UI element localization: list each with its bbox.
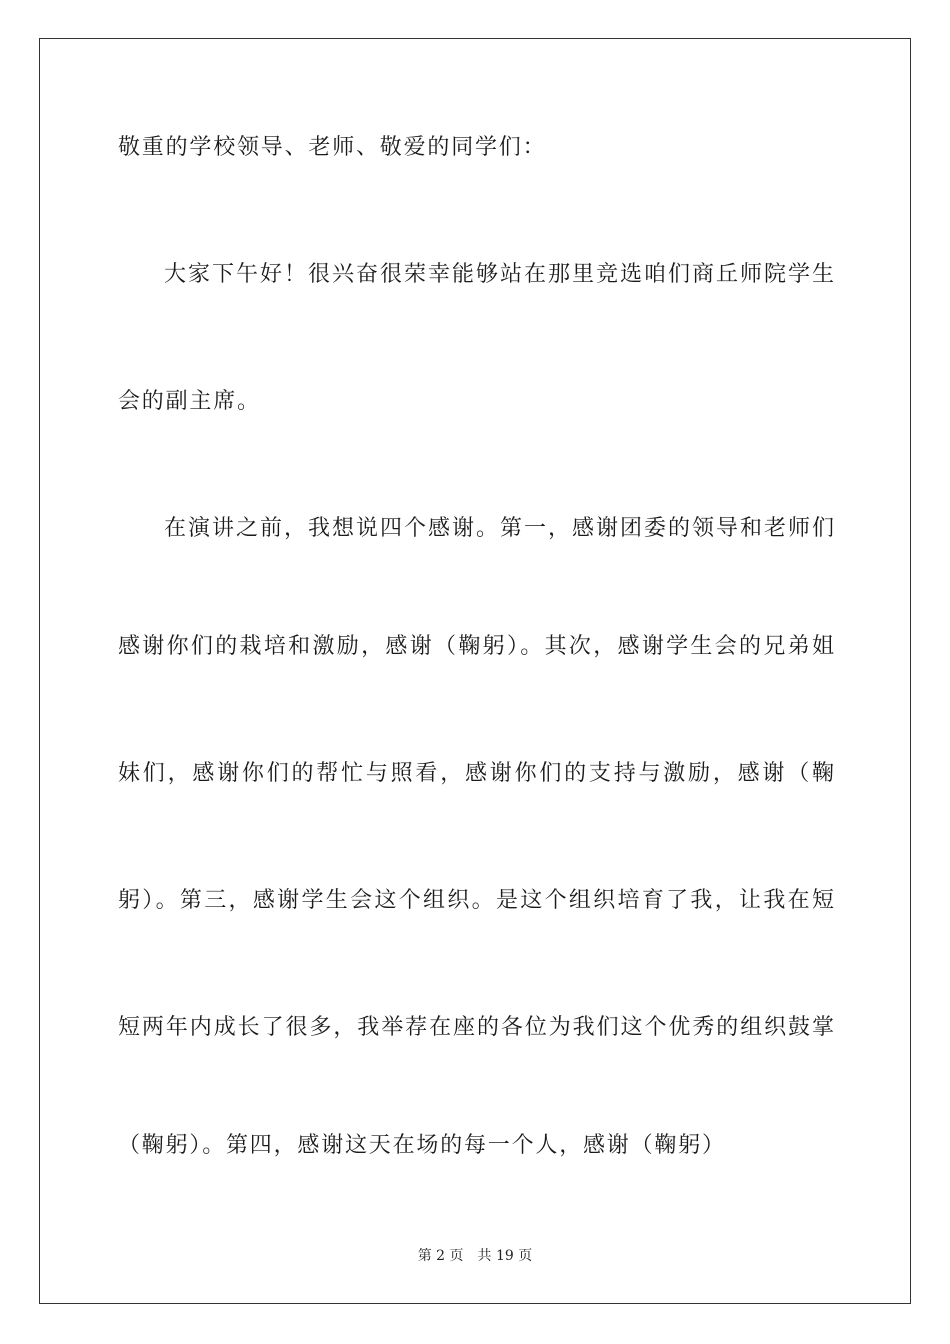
paragraph-line: 在演讲之前，我想说四个感谢。第一，感谢团委的领导和老师们	[164, 516, 834, 541]
page-total: 共 19 页	[477, 1248, 533, 1264]
paragraph-line: 短两年内成长了很多，我举荐在座的各位为我们这个优秀的组织鼓掌	[118, 1015, 834, 1040]
paragraph-line: 会的副主席。	[118, 389, 261, 414]
paragraph-line: 感谢你们的栽培和激励，感谢（鞠躬）。其次，感谢学生会的兄弟姐	[118, 634, 834, 659]
paragraph-line: 妹们，感谢你们的帮忙与照看，感谢你们的支持与激励，感谢（鞠	[118, 761, 834, 786]
paragraph-line: 躬）。第三，感谢学生会这个组织。是这个组织培育了我，让我在短	[118, 888, 834, 913]
page-number: 第 2 页	[417, 1248, 464, 1264]
salutation-line: 敬重的学校领导、老师、敬爱的同学们：	[118, 135, 547, 160]
paragraph-line: （鞠躬）。第四，感谢这天在场的每一个人，感谢（鞠躬）	[118, 1133, 726, 1158]
page-border	[39, 38, 911, 1304]
page-footer	[0, 1247, 950, 1265]
paragraph-line: 大家下午好！很兴奋很荣幸能够站在那里竞选咱们商丘师院学生	[164, 262, 834, 287]
